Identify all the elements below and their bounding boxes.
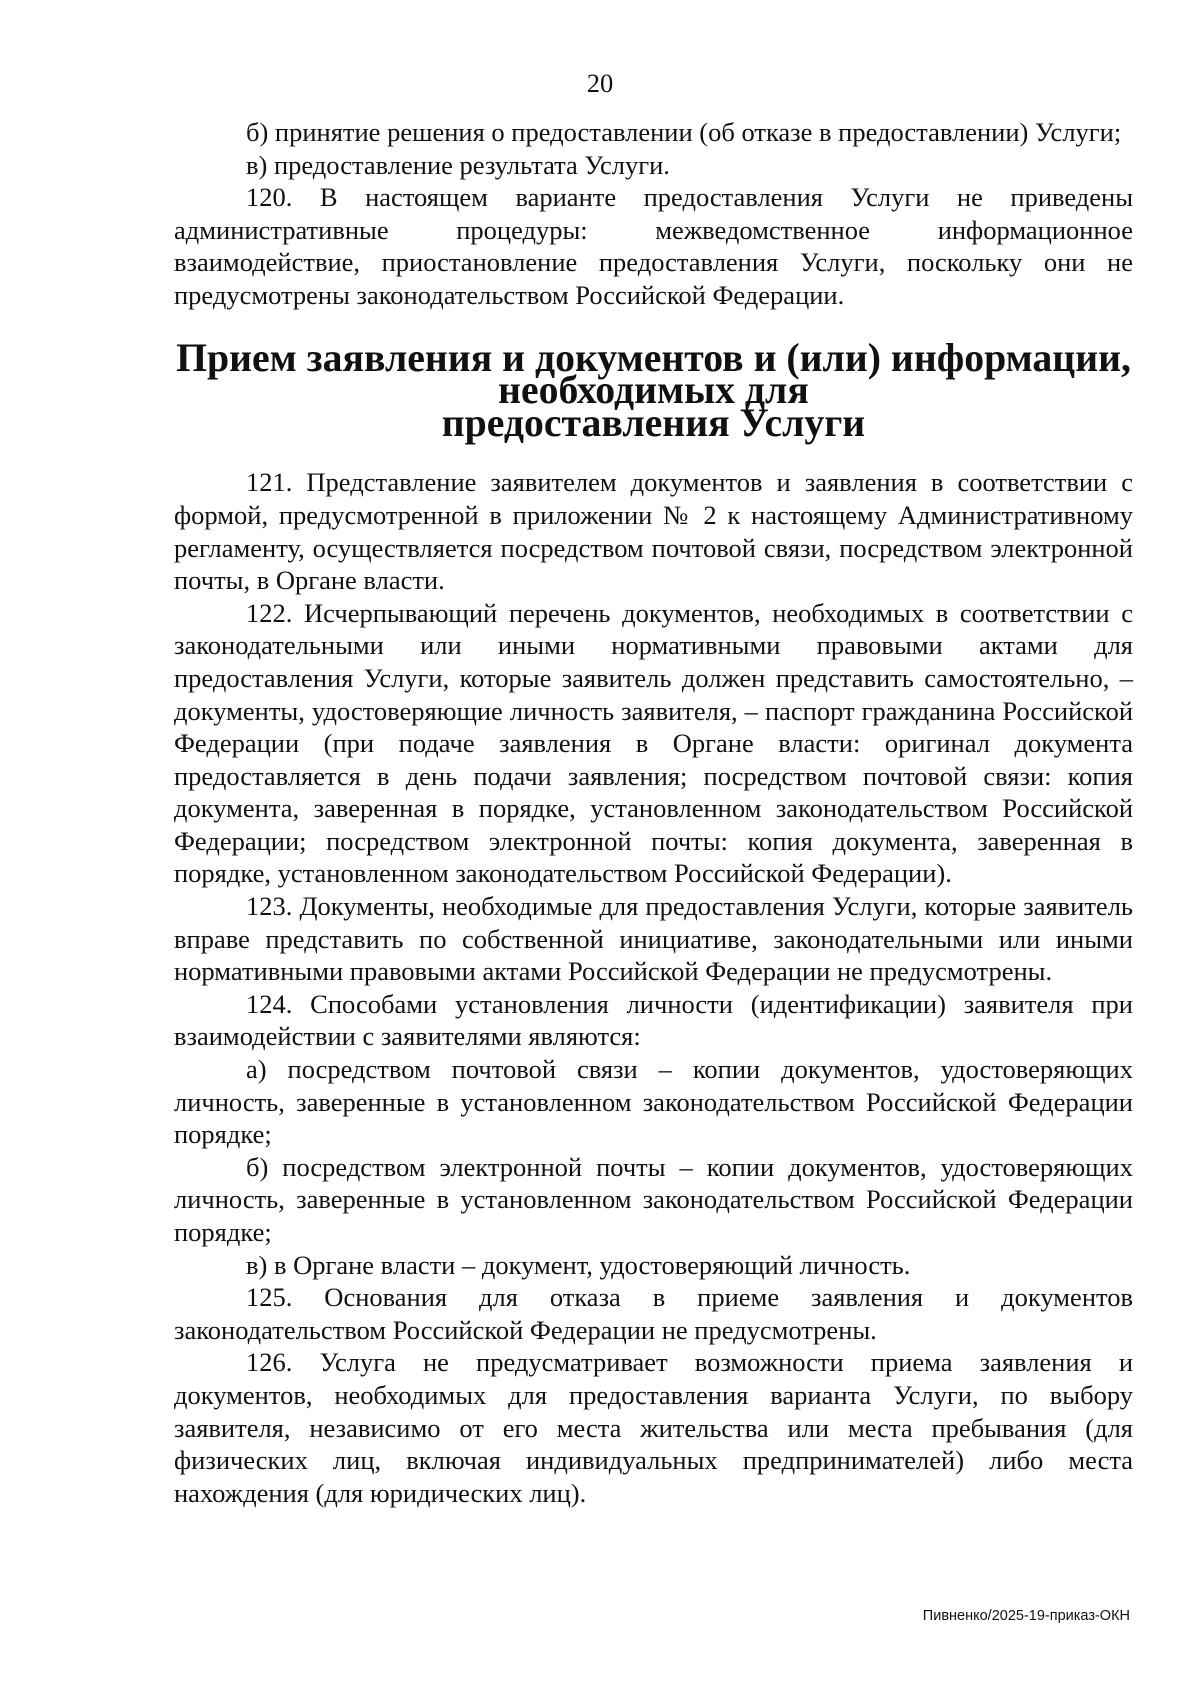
paragraph-122: 122. Исчерпывающий перечень документов, необходимых в соответствии с законодательными или иными нормативными правовыми актами для предоставления Услуги, которые заявитель должен представить самостоятельно, – документы, удостоверяющие личность заявителя, – паспорт гражданина Российской Федерации (при подаче заявления в Органе власти: оригинал документа предоставляется в день подачи заявления; посредством почтовой связи: копия документа, заверенная в порядке, установленном законодательством Российской Федерации; посредством электронной почты: копия документа, заверенная в порядке, установленном законодательством Российской Федерации). bbox=[174, 597, 1133, 889]
paragraph-b-decision: б) принятие решения о предоставлении (об отказе в предоставлении) Услуги; bbox=[246, 117, 1122, 147]
document-body bbox=[174, 116, 1133, 1509]
paragraph-124: 124. Способами установления личности (идентификации) заявителя при взаимодействии с заявителями являются: bbox=[174, 988, 1133, 1052]
paragraph-v-result: в) предоставление результата Услуги. bbox=[246, 149, 670, 180]
section-heading-line-1: Прием заявления и документов и (или) информации, необходимых для bbox=[176, 335, 1131, 413]
paragraph-124-a: а) посредством почтовой связи – копии документов, удостоверяющих личность, заверенные в установленном законодательством Российской Федерации порядке; bbox=[174, 1054, 1133, 1150]
footer-document-code: Пивненко/2025-19-приказ-ОКН bbox=[922, 1608, 1130, 1624]
paragraph-124-b: б) посредством электронной почты – копии документов, удостоверяющих личность, заверенные в установленном законодательством Российской Федерации порядке; bbox=[174, 1151, 1133, 1247]
paragraph-124-v: в) в Органе власти – документ, удостоверяющий личность. bbox=[246, 1249, 911, 1280]
section-heading-line-2: предоставления Услуги bbox=[441, 400, 866, 445]
paragraph-120: 120. В настоящем варианте предоставления Услуги не приведены административные процедуры: межведомственное информационное взаимодействие, приостановление предоставления Услуги, поскольку они не предусмотрены законодательством Российской Федерации. bbox=[174, 182, 1133, 310]
paragraph-126: 126. Услуга не предусматривает возможности приема заявления и документов, необходимых для предоставления варианта Услуги, по выбору заявителя, независимо от его места жительства или места пребывания (для физических лиц, включая индивидуальных предпринимателей) либо места нахождения (для юридических лиц). bbox=[174, 1347, 1133, 1508]
paragraph-123: 123. Документы, необходимые для предоставления Услуги, которые заявитель вправе представить по собственной инициативе, законодательными или иными нормативными правовыми актами Российской Федерации не предусмотрены. bbox=[174, 891, 1133, 987]
paragraph-125: 125. Основания для отказа в приеме заявления и документов законодательством Российской Федерации не предусмотрены. bbox=[174, 1282, 1133, 1345]
page-number: 20 bbox=[586, 68, 614, 98]
section-heading bbox=[174, 335, 1133, 445]
paragraph-121: 121. Представление заявителем документов и заявления в соответствии с формой, предусмотренной в приложении № 2 к настоящему Административному регламенту, осуществляется посредством почтовой связи, посредством электронной почты, в Органе власти. bbox=[174, 467, 1133, 596]
